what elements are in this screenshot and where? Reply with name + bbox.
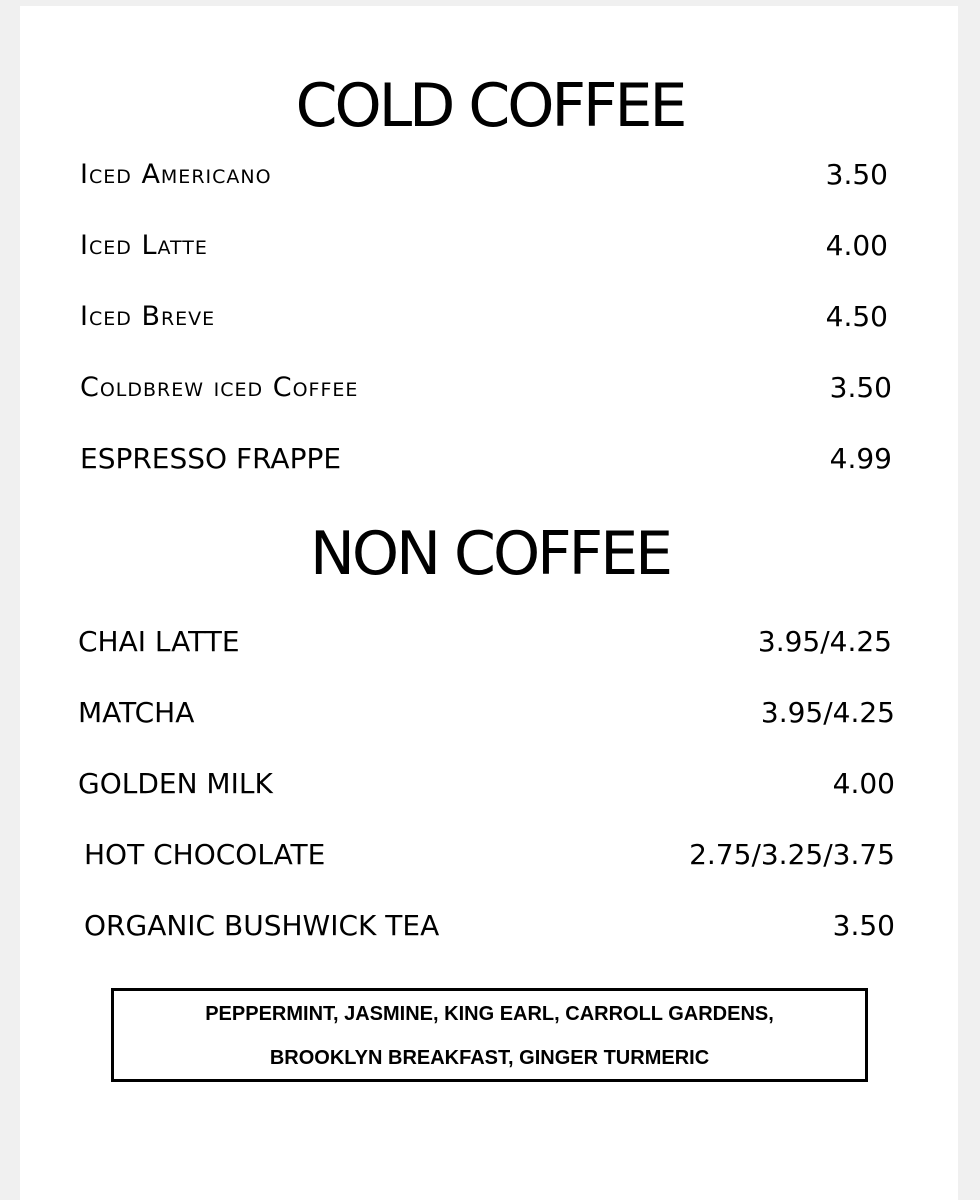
menu-item-price: 4.00 [832, 767, 895, 800]
menu-item-name: Coldbrew iced Coffee [80, 372, 359, 403]
menu-item-name: Iced Latte [80, 230, 208, 261]
tea-flavors-box [111, 988, 868, 1082]
menu-item-price: 3.50 [829, 371, 892, 404]
menu-item-name: GOLDEN MILK [78, 767, 273, 800]
menu-item-name: MATCHA [78, 696, 195, 729]
menu-item-price: 4.50 [825, 300, 888, 333]
non-coffee-heading: NON COFFEE [309, 519, 671, 589]
tea-flavors-line: BROOKLYN BREAKFAST, GINGER TURMERIC [269, 1047, 710, 1069]
cold-coffee-heading: COLD COFFEE [295, 71, 685, 141]
menu-item-name: Iced Americano [80, 159, 272, 190]
tea-flavors-line: PEPPERMINT, JASMINE, KING EARL, CARROLL GARDENS, [205, 1003, 774, 1025]
menu-item-name: HOT CHOCOLATE [84, 838, 326, 871]
menu-item-price: 3.95/4.25 [760, 696, 895, 729]
menu-item-name: CHAI LATTE [78, 625, 240, 658]
menu-item-name: ESPRESSO FRAPPE [80, 442, 342, 475]
menu-item-price: 3.50 [832, 909, 895, 942]
menu-item-price: 3.95/4.25 [757, 625, 892, 658]
menu-item-price: 4.99 [829, 442, 892, 475]
menu-item-name: ORGANIC BUSHWICK TEA [84, 909, 440, 942]
menu-item-price: 3.50 [825, 158, 888, 191]
menu-item-price: 2.75/3.25/3.75 [689, 838, 895, 871]
menu-item-name: Iced Breve [80, 301, 216, 332]
menu-item-price: 4.00 [825, 229, 888, 262]
